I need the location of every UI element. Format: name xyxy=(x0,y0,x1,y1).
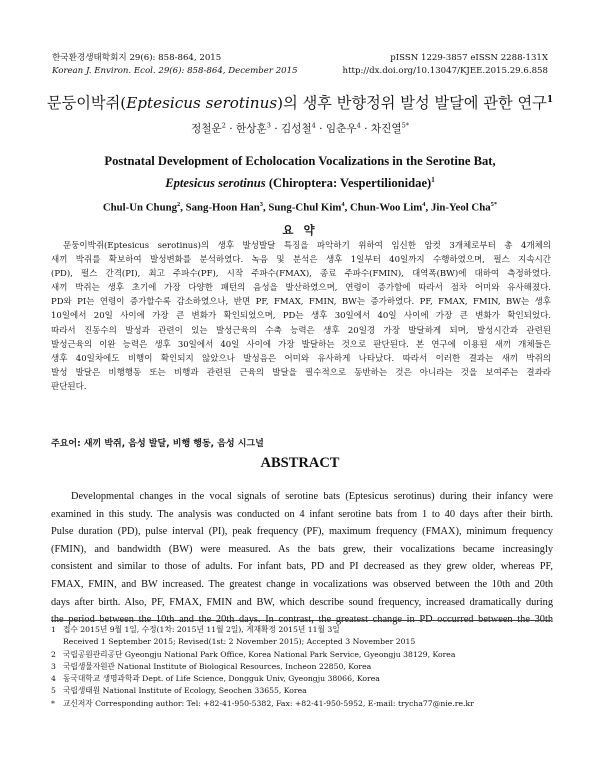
author-affiliation-mark: 2 xyxy=(176,201,181,208)
title-korean: 문둥이박쥐(Eptesicus serotinus)의 생후 반향정위 발성 발달에 관한 연구$^1$ xyxy=(46,94,554,112)
footnote-text: 국립생태원 National Institute of Ecology, Seochen 33655, Korea xyxy=(63,686,307,696)
author-separator: , xyxy=(263,201,269,214)
footnote-text: 교신저자 Corresponding author: Tel: +82-41-950-5382, Fax: +82-41-950-5952, E-mail: trycha77@nie.re.kr xyxy=(63,698,474,708)
issn: pISSN 1229-3857 eISSN 2288-131X xyxy=(390,53,548,63)
author-affiliation-mark: 3 xyxy=(266,121,271,130)
abstract-line: Developmental changes in the vocal signals of serotine bats (Eptesicus serotinus) during their infancy were xyxy=(71,491,553,502)
footnote-text: 국립공원관리공단 Gyeongju National Park Office, Korea National Park Service, Gyeongju 38129, Korea xyxy=(63,649,456,659)
author-name: Sung-Chul Kim xyxy=(268,201,342,214)
author-name: 차진열 xyxy=(370,123,402,135)
footnote xyxy=(51,673,561,685)
korean-abstract-line: PD와 PI는 연령이 증가할수록 감소하였으나, 반면 PF, FMAX, FMIN, BW는 증가하였다. PF, FMAX, FMIN, BW는 생후 xyxy=(51,297,551,308)
footnote-mark: 3 xyxy=(51,661,56,671)
footnote-divider xyxy=(51,620,551,621)
author-separator: , xyxy=(425,201,431,214)
author-separator: · xyxy=(225,123,236,135)
author-name: 김성철 xyxy=(280,123,312,135)
author-name: 한상훈 xyxy=(236,123,267,135)
korean-abstract xyxy=(51,239,551,394)
footnote xyxy=(51,624,561,636)
abstract-line: FMAX, FMIN, and BW increased. The greatest change in vocalizations was observed between the 10th and 20th xyxy=(51,578,553,590)
footnote-mark: 4 xyxy=(51,674,56,684)
footnotes xyxy=(51,624,561,710)
keywords xyxy=(51,436,264,449)
author-separator: · xyxy=(360,123,371,135)
korean-abstract-line: 10일에서 20일 사이에 가장 큰 변화가 확인되었으며, PD는 생후 30일에서 40일 사이에 가장 큰 변화가 확인되었다. xyxy=(51,311,551,322)
author-affiliation-mark: 4 xyxy=(341,201,345,208)
title-english xyxy=(0,152,600,193)
journal-citation-en: Korean J. Environ. Ecol. 29(6): 858-864, December 2015 xyxy=(52,66,298,76)
keywords-label: 주요어: xyxy=(51,439,84,449)
author-separator: · xyxy=(315,123,326,135)
author-name: Chun-Woo Lim xyxy=(349,201,423,214)
author-affiliation-mark: 5* xyxy=(401,121,409,130)
author-affiliation-mark: 4 xyxy=(356,121,361,130)
footnote-mark: * xyxy=(51,698,55,708)
journal-identifiers xyxy=(343,52,548,78)
korean-abstract-line: 새끼 박쥐를 확보하여 발성변화를 분석하였다. 녹음 및 분석은 생후 1일부터 40일까지 수행하였으며, 펄스 지속시간 xyxy=(51,255,551,266)
author-name: Sang-Hoon Han xyxy=(185,201,260,214)
author-separator: · xyxy=(270,123,281,135)
abstract-line: days after birth. Also, PF, FMAX, FMIN and BW, which describe sound frequency, increased dramatically during xyxy=(51,596,553,608)
journal-citation xyxy=(52,52,298,78)
korean-abstract-line: 생후 40일차에도 비행이 확인되지 않았으나 발성음은 어미와 유사하게 나타났다. 따라서 이러한 결과는 새끼 박쥐의 xyxy=(51,353,551,364)
footnote-text: 국립생물자원관 National Institute of Biological Resources, Incheon 22850, Korea xyxy=(63,661,372,671)
korean-abstract-line: (PD), 펄스 간격(PI), 최고 주파수(PF), 시작 주파수(FMAX), 종료 주파수(FMIN), 대역폭(BW)에 대하여 측정하였다. xyxy=(51,269,551,280)
doi-link[interactable]: http://dx.doi.org/10.13047/KJEE.2015.29.6.858 xyxy=(342,66,548,76)
author-affiliation-mark: 4 xyxy=(422,201,426,208)
title-english-line2: Eptesicus serotinus (Chiroptera: Vespertilionidae)$^1$ xyxy=(165,176,435,191)
footnote xyxy=(51,661,561,673)
author-separator: , xyxy=(344,201,350,214)
korean-abstract-line: 따라서 진동수의 발성과 관련이 있는 발성근육의 수축 능력은 생후 20일경 가장 발달하게 되며, 발성시간과 관련된 xyxy=(51,325,551,336)
abstract-line: examined in this study. The analysis was conducted on 4 infant serotine bats from 1 to 40 days after their birth. xyxy=(51,508,553,520)
abstract-line: (FMIN), and bandwidth (BW) were measured. As the bats grew, their vocalizations became increasingly xyxy=(51,543,553,555)
journal-citation-ko: 한국환경생태학회지 29(6): 858-864, 2015 xyxy=(52,53,222,63)
english-abstract xyxy=(51,488,553,629)
footnote-mark: 1 xyxy=(51,625,56,634)
abstract-line: the period between the 10th and the 20th days. In contrast, the greatest change in PD occurred between the 30th xyxy=(51,614,553,626)
author-name: Jin-Yeol Cha xyxy=(430,201,491,214)
korean-abstract-line: 문둥이박쥐(Eptesicus serotinus)의 생후 발성발달 특징을 파악하기 위하여 임신한 암컷 3개체로부터 총 4개체의 xyxy=(63,241,551,251)
footnote-text: 동국대학교 생명과학과 Dept. of Life Science, Dongguk Univ, Gyeongju 38066, Korea xyxy=(63,674,380,684)
author-affiliation-mark: 2 xyxy=(221,121,226,130)
author-name: 정철운 xyxy=(191,123,222,135)
title-english-line1: Postnatal Development of Echolocation Vocalizations in the Serotine Bat, xyxy=(104,154,496,168)
author-affiliation-mark: 4 xyxy=(311,121,316,130)
abstract-line: Pulse duration (PD), pulse interval (PI), peak frequency (PF), maximum frequency (FMAX), minimum frequency xyxy=(51,526,553,538)
footnote xyxy=(51,685,561,697)
korean-abstract-line: 발성근육의 이완 능력은 생후 30일에서 40일 사이에 가장 발달하는 것으로 판단된다. 본 연구에 이용된 새끼 개체들은 xyxy=(51,339,551,350)
keywords-text: 새끼 박쥐, 음성 발달, 비행 행동, 음성 시그널 xyxy=(83,439,264,449)
korean-abstract-line: 새끼 박쥐는 생후 초기에 가장 다양한 패턴의 음성을 발산하였으며, 연령이 증가함에 따라서 점차 어미와 유사해졌다. xyxy=(51,283,551,294)
korean-abstract-heading: 요 약 xyxy=(282,223,318,237)
authors-english xyxy=(0,201,600,214)
author-separator: , xyxy=(180,201,186,214)
footnote-text: 접수 2015년 9월 1일, 수정(1차: 2015년 11월 2일), 게재확정 2015년 11월 3일 xyxy=(63,625,340,634)
footnote-mark: 5 xyxy=(51,686,56,696)
author-name: Chul-Un Chung xyxy=(102,201,177,214)
authors-korean xyxy=(0,121,600,136)
footnote xyxy=(51,698,561,710)
korean-abstract-line: 판단된다. xyxy=(51,381,87,392)
korean-abstract-line: 발성 발달은 비행행동 또는 비행과 관련된 근육의 발달을 필수적으로 동반하는 것은 아니라는 것을 보여주는 결과라 xyxy=(51,367,551,378)
footnote-mark: 2 xyxy=(51,649,56,659)
footnote-text-continued: Received 1 September 2015; Revised(1st: 2 November 2015); Accepted 3 November 2015 xyxy=(63,637,416,647)
abstract-heading: ABSTRACT xyxy=(260,455,340,471)
author-affiliation-mark: 3 xyxy=(259,201,263,208)
author-affiliation-mark: 5* xyxy=(490,201,498,208)
footnote xyxy=(51,649,561,661)
author-name: 임춘우 xyxy=(325,123,357,135)
abstract-line: consistent and similar to those of adults. For infant bats, PD and PI decreased as they grew older, whereas PF, xyxy=(51,561,553,573)
